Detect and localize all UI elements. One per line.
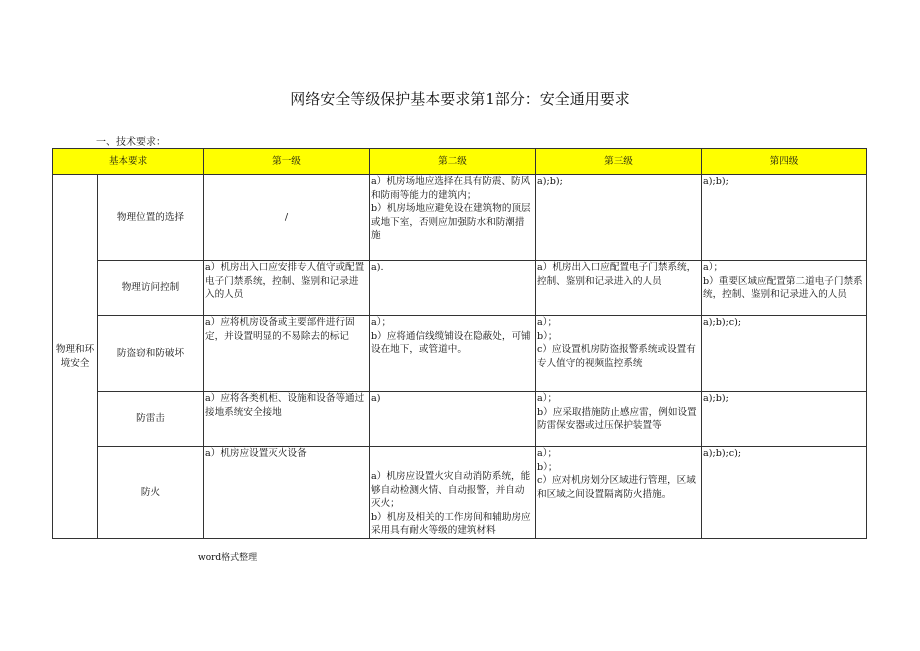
cell-l4: a);b);	[702, 392, 867, 447]
cell-l2: a）； b）应将通信线缆铺设在隐蔽处，可铺设在地下，或管道中。	[370, 316, 536, 392]
table-row	[53, 447, 867, 539]
cell-l2: a).	[370, 261, 536, 316]
row-name: 物理访问控制	[98, 261, 204, 316]
row-name: 物理位置的选择	[98, 175, 204, 261]
cell-l4: a);b);c);	[702, 447, 867, 539]
footer-note: word格式整理	[198, 553, 258, 563]
cell-l3: a）； b）应采取措施防止感应雷，例如设置防雷保安器或过压保护装置等	[536, 392, 702, 447]
section-heading: 一、技术要求：	[96, 137, 166, 148]
cell-l3: a);b);	[536, 175, 702, 261]
row-name: 防火	[98, 447, 204, 539]
cell-l3: a）； b）； c）应对机房划分区域进行管理，区域和区域之间设置隔离防火措施。	[536, 447, 702, 539]
row-name: 防雷击	[98, 392, 204, 447]
row-name: 防盗窃和防破坏	[98, 316, 204, 392]
cell-l1: /	[204, 175, 370, 261]
cell-l1: a）应将机房设备或主要部件进行固定，并设置明显的不易除去的标记	[204, 316, 370, 392]
table-row	[53, 175, 867, 261]
cell-l1: a）机房出入口应安排专人值守或配置电子门禁系统，控制、鉴别和记录进入的人员	[204, 261, 370, 316]
cell-l3: a）机房出入口应配置电子门禁系统，控制、鉴别和记录进入的人员	[536, 261, 702, 316]
header-basic: 基本要求	[53, 149, 204, 175]
cell-l3: a）； b）； c）应设置机房防盗报警系统或设置有专人值守的视频监控系统	[536, 316, 702, 392]
header-level-4: 第四级	[702, 149, 867, 175]
cell-l1: a）机房应设置灭火设备	[204, 447, 370, 539]
cell-l2: a）机房应设置火灾自动消防系统，能够自动检测火情、自动报警，并自动灭火； b）机房及相关的工作房间和辅助房应采用具有耐火等级的建筑材料	[370, 447, 536, 539]
requirements-table	[52, 148, 867, 539]
cell-l4: a);b);	[702, 175, 867, 261]
table-header-row	[53, 149, 867, 175]
category-cell: 物理和环境安全	[53, 175, 98, 539]
table-row	[53, 261, 867, 316]
cell-l4: a）； b）重要区域应配置第二道电子门禁系统，控制、鉴别和记录进入的人员	[702, 261, 867, 316]
table-row	[53, 392, 867, 447]
table-row	[53, 316, 867, 392]
cell-l4: a);b);c);	[702, 316, 867, 392]
header-level-1: 第一级	[204, 149, 370, 175]
page-title: 网络安全等级保护基本要求第1部分：安全通用要求	[290, 90, 630, 108]
header-level-3: 第三级	[536, 149, 702, 175]
cell-l2: a)	[370, 392, 536, 447]
cell-l1: a）应将各类机柜、设施和设备等通过接地系统安全接地	[204, 392, 370, 447]
cell-l2: a）机房场地应选择在具有防震、防风和防雨等能力的建筑内； b）机房场地应避免设在建筑物的顶层或地下室，否则应加强防水和防潮措施	[370, 175, 536, 261]
header-level-2: 第二级	[370, 149, 536, 175]
